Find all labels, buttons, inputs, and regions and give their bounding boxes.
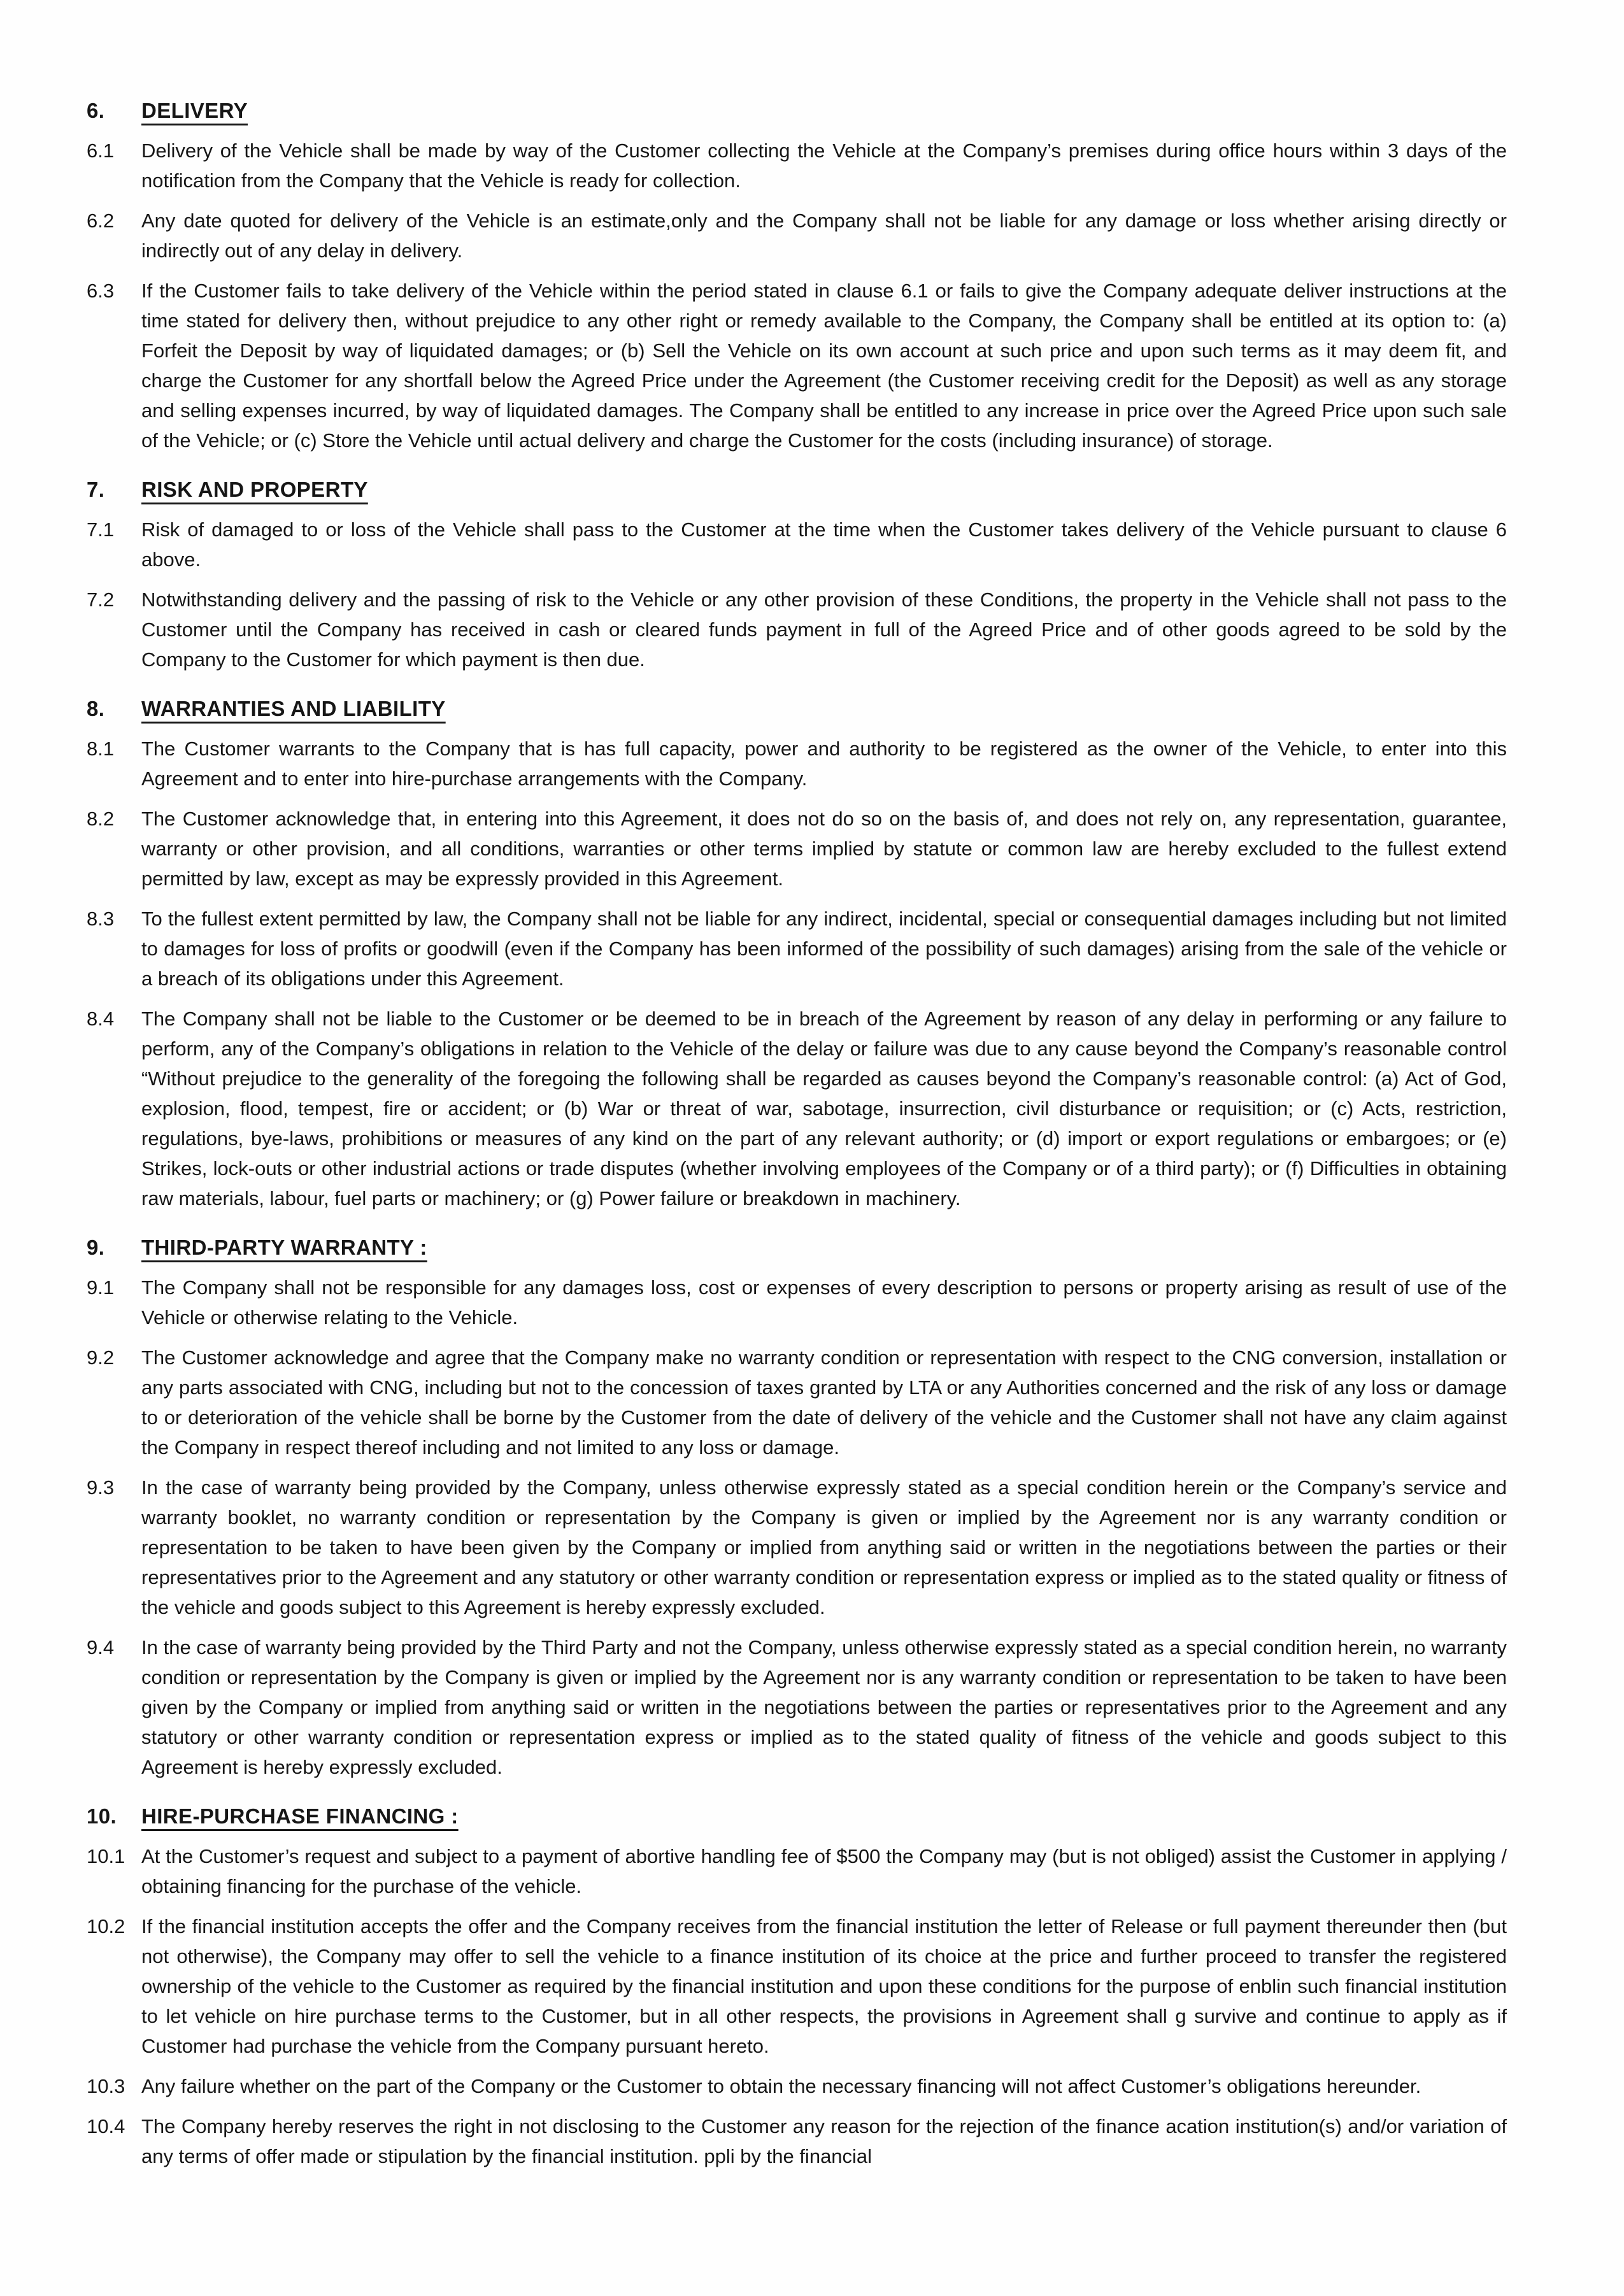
clause-number: 8.2 bbox=[87, 808, 115, 830]
clause-text: Any date quoted for delivery of the Vehicle is an estimate,only and the Company shall not be liable for any damage or loss whether arising directly or indirectly out of any delay in delivery. bbox=[141, 210, 1507, 262]
clause-number: 10.1 bbox=[87, 1845, 125, 1867]
clause-text: The Customer warrants to the Company that is has full capacity, power and authority to be registered as the owner of the Vehicle, to enter into this Agreement and to enter into hire-purchase arrangements with the Company. bbox=[141, 738, 1507, 790]
clause bbox=[87, 2071, 1507, 2101]
section-number: 9. bbox=[87, 1236, 105, 1259]
clause-text: If the Customer fails to take delivery of the Vehicle within the period stated in clause 6.1 or fails to give the Company adequate deliver instructions at the time stated for delivery then, without prejudice to any other right or remedy available to the Company, the Company shall be entitled at its option to: (a) Forfeit the Deposit by way of liquidated damages; or (b) Sell the Vehicle on its own account at such price and upon such terms as it may deem fit, and charge the Customer for any shortfall below the Agreed Price under the Agreement (the Customer receiving credit for the Deposit) as well as any storage and selling expenses incurred, by way of liquidated damages. The Company shall be entitled to any increase in price over the Agreed Price upon such sale of the Vehicle; or (c) Store the Vehicle until actual delivery and charge the Customer for the costs (including insurance) of storage. bbox=[141, 280, 1507, 452]
section-title: WARRANTIES AND LIABILITY bbox=[141, 697, 446, 720]
clause bbox=[87, 2111, 1507, 2171]
section-heading bbox=[87, 694, 1507, 724]
clause-number: 8.4 bbox=[87, 1008, 115, 1030]
clause bbox=[87, 585, 1507, 674]
clause-text: Notwithstanding delivery and the passing of risk to the Vehicle or any other provision of these Conditions, the property in the Vehicle shall not pass to the Customer until the Company has received in cash or cleared funds payment in full of the Agreed Price and of other goods agreed to be sold by the Company to the Customer for which payment is then due. bbox=[141, 588, 1507, 671]
clause bbox=[87, 515, 1507, 574]
clause-number: 9.2 bbox=[87, 1346, 115, 1369]
clause-text: At the Customer’s request and subject to a payment of abortive handling fee of $500 the Company may (but is not obliged) assist the Customer in applying / obtaining financing for the purchase of the vehicle. bbox=[141, 1845, 1507, 1897]
clause-number: 10.3 bbox=[87, 2075, 125, 2097]
clause bbox=[87, 1004, 1507, 1213]
clause-text: The Company hereby reserves the right in not disclosing to the Customer any reason for the rejection of the finance acation institution(s) and/or variation of any terms of offer made or stipulation by the financial institution. ppli by the financial bbox=[141, 2115, 1507, 2167]
clause bbox=[87, 904, 1507, 994]
clause-number: 10.2 bbox=[87, 1915, 125, 1937]
clause bbox=[87, 804, 1507, 894]
clause-number: 8.1 bbox=[87, 738, 115, 760]
clause bbox=[87, 1911, 1507, 2061]
clause bbox=[87, 276, 1507, 455]
clause-text: The Company shall not be responsible for any damages loss, cost or expenses of every description to persons or property arising as result of use of the Vehicle or otherwise relating to the Vehicle. bbox=[141, 1276, 1507, 1329]
section-heading bbox=[87, 474, 1507, 504]
clause-number: 9.3 bbox=[87, 1476, 115, 1499]
clause-text: Any failure whether on the part of the Company or the Customer to obtain the necessary financing will not affect Customer’s obligations hereunder. bbox=[141, 2075, 1421, 2097]
section-title: RISK AND PROPERTY bbox=[141, 478, 368, 501]
clause bbox=[87, 136, 1507, 196]
clause-number: 6.2 bbox=[87, 210, 115, 232]
section-title: THIRD-PARTY WARRANTY : bbox=[141, 1236, 427, 1259]
section-warranties-and-liability bbox=[87, 694, 1507, 1213]
section-title: HIRE-PURCHASE FINANCING : bbox=[141, 1804, 459, 1828]
section-number: 10. bbox=[87, 1804, 117, 1828]
clause-number: 9.1 bbox=[87, 1276, 115, 1299]
clause-text: Delivery of the Vehicle shall be made by way of the Customer collecting the Vehicle at the Company’s premises during office hours within 3 days of the notification from the Company that the Vehicle is ready for collection. bbox=[141, 139, 1507, 192]
section-number: 7. bbox=[87, 478, 105, 501]
section-delivery bbox=[87, 96, 1507, 455]
clause bbox=[87, 1632, 1507, 1782]
clause-text: Risk of damaged to or loss of the Vehicle shall pass to the Customer at the time when the Customer takes delivery of the Vehicle pursuant to clause 6 above. bbox=[141, 518, 1507, 571]
clause-number: 7.2 bbox=[87, 588, 115, 611]
clause-number: 10.4 bbox=[87, 2115, 125, 2137]
clause bbox=[87, 206, 1507, 266]
clause-text: In the case of warranty being provided by the Company, unless otherwise expressly stated as a special condition herein or the Company’s service and warranty booklet, no warranty condition or representation by the Company is given or implied by the Agreement nor is any warranty condition or representation to be taken to have been given by the Company or implied from anything said or written in the negotiations between the parties or their representatives prior to the Agreement and any statutory or other warranty condition or representation express or implied as to the stated quality or fitness of the vehicle and goods subject to this Agreement is hereby expressly excluded. bbox=[141, 1476, 1507, 1618]
section-heading bbox=[87, 1801, 1507, 1831]
section-risk-and-property bbox=[87, 474, 1507, 674]
clause bbox=[87, 1343, 1507, 1462]
section-heading bbox=[87, 1232, 1507, 1262]
clause-number: 8.3 bbox=[87, 908, 115, 930]
clause-number: 6.3 bbox=[87, 280, 115, 302]
clause bbox=[87, 1841, 1507, 1901]
clause-text: In the case of warranty being provided by the Third Party and not the Company, unless otherwise expressly stated as a special condition herein, no warranty condition or representation by the Company is given or implied by the Agreement nor is any warranty condition or representation to be taken to have been given by the Company or implied from anything said or written in the negotiations between the parties or representatives prior to the Agreement and any statutory or other warranty condition or representation express or implied as to the stated quality of fitness of the vehicle and goods subject to this Agreement is hereby expressly excluded. bbox=[141, 1636, 1507, 1778]
clause-number: 7.1 bbox=[87, 518, 115, 541]
section-number: 8. bbox=[87, 697, 105, 720]
section-third-party-warranty bbox=[87, 1232, 1507, 1782]
section-title: DELIVERY bbox=[141, 99, 248, 122]
clause bbox=[87, 1273, 1507, 1332]
clause-text: To the fullest extent permitted by law, the Company shall not be liable for any indirect, incidental, special or consequential damages including but not limited to damages for loss of profits or goodwill (even if the Company has been informed of the possibility of such damages) arising from the sale of the vehicle or a breach of its obligations under this Agreement. bbox=[141, 908, 1507, 990]
section-hire-purchase-financing bbox=[87, 1801, 1507, 2171]
section-heading bbox=[87, 96, 1507, 125]
clause-text: The Company shall not be liable to the Customer or be deemed to be in breach of the Agreement by reason of any delay in performing or any failure to perform, any of the Company’s obligations in relation to the Vehicle of the delay or failure was due to any cause beyond the Company’s reasonable control “Without prejudice to the generality of the foregoing the following shall be regarded as causes beyond the Company’s reasonable control: (a) Act of God, explosion, flood, tempest, fire or accident; or (b) War or threat of war, sabotage, insurrection, civil disturbance or requisition; or (c) Acts, restriction, regulations, bye-laws, prohibitions or measures of any kind on the part of any relevant authority; or (d) import or export regulations or embargoes; or (e) Strikes, lock-outs or other industrial actions or trade disputes (whether involving employees of the Company or of a third party); or (f) Difficulties in obtaining raw materials, labour, fuel parts or machinery; or (g) Power failure or breakdown in machinery. bbox=[141, 1008, 1507, 1209]
clause-text: The Customer acknowledge that, in entering into this Agreement, it does not do so on the basis of, and does not rely on, any representation, guarantee, warranty or other provision, and all conditions, warranties or other terms implied by statute or common law are hereby excluded to the fullest extend permitted by law, except as may be expressly provided in this Agreement. bbox=[141, 808, 1507, 890]
section-number: 6. bbox=[87, 99, 105, 122]
clause bbox=[87, 1472, 1507, 1622]
clause-number: 6.1 bbox=[87, 139, 115, 162]
clause-text: The Customer acknowledge and agree that the Company make no warranty condition or representation with respect to the CNG conversion, installation or any parts associated with CNG, including but not to the concession of taxes granted by LTA or any Authorities concerned and the risk of any loss or damage to or deterioration of the vehicle shall be borne by the Customer from the date of delivery of the vehicle and the Customer shall not have any claim against the Company in respect thereof including and not limited to any loss or damage. bbox=[141, 1346, 1507, 1458]
clause-number: 9.4 bbox=[87, 1636, 115, 1658]
clause bbox=[87, 734, 1507, 794]
clause-text: If the financial institution accepts the offer and the Company receives from the financial institution the letter of Release or full payment thereunder then (but not otherwise), the Company may offer to sell the vehicle to a finance institution of its choice at the price and further proceed to transfer the registered ownership of the vehicle to the Customer as required by the financial institution and upon these conditions for the purpose of enblin such financial institution to let vehicle on hire purchase terms to the Customer, but in all other respects, the provisions in Agreement shall g survive and continue to apply as if Customer had purchase the vehicle from the Company pursuant hereto. bbox=[141, 1915, 1507, 2057]
